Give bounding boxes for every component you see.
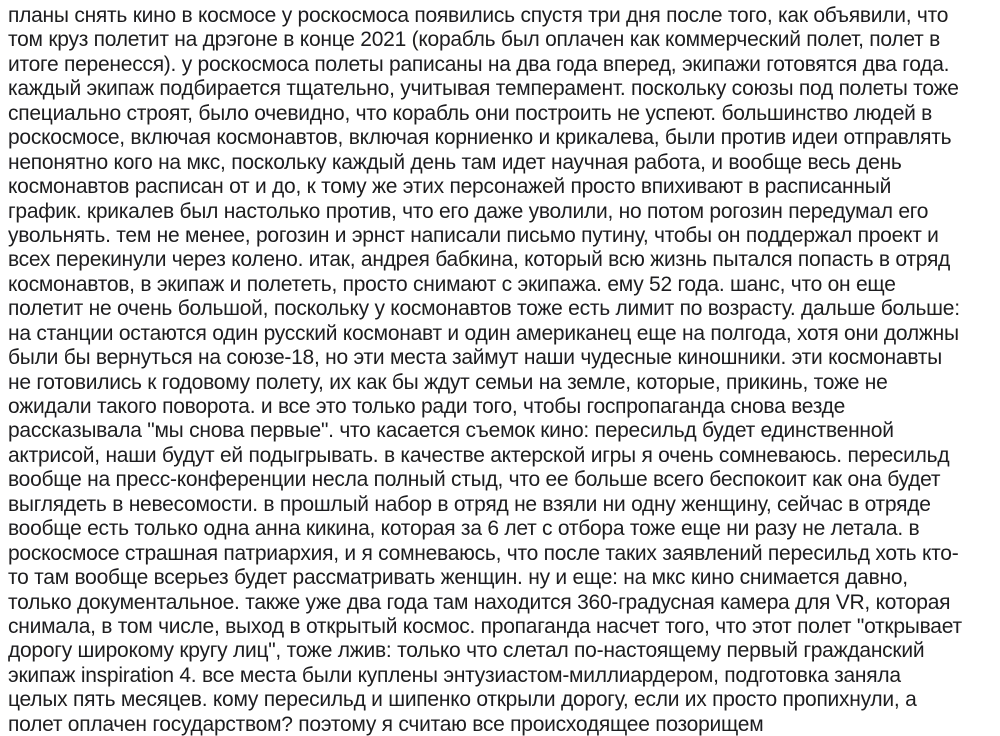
text-line: каждый экипаж подбирается тщательно, учитывая темперамент. поскольку союзы под полеты тоже bbox=[8, 77, 959, 101]
text-line: выглядеть в невесомости. в прошлый набор в отряд не взяли ни одну женщину, сейчас в отряде bbox=[8, 492, 931, 516]
text-line: полет оплачен государством? поэтому я считаю все происходящее позорищем bbox=[8, 712, 764, 736]
text-line: планы снять кино в космосе у роскосмоса появились спустя три дня после того, как объявили, что bbox=[8, 4, 949, 27]
text-line: актрисой, наши будут ей подыгрывать. в качестве актерской игры я очень сомневаюсь. пересильд bbox=[8, 443, 950, 467]
text-line: то там вообще всерьез будет рассматривать женщин. ну и еще: на мкс кино снимается давно, bbox=[8, 566, 908, 590]
text-line: снимала, в том числе, выход в открытый космос. пропаганда насчет того, что этот полет "открывает bbox=[8, 614, 962, 638]
text-line: вообще есть только одна анна кикина, которая за 6 лет с отбора тоже еще ни разу не летала. в bbox=[8, 517, 920, 541]
text-line: не готовились к годовому полету, их как бы ждут семьи на земле, которые, прикинь, тоже не bbox=[8, 370, 888, 394]
text-line: целых пять месяцев. кому пересильд и шипенко открыли дорогу, если их просто пропихнули, а bbox=[8, 688, 917, 712]
text-line: были бы вернуться на союзе-18, но эти места займут наши чудесные киношники. эти космонавты bbox=[8, 346, 942, 370]
text-line: увольнять. тем не менее, рогозин и эрнст написали письмо путину, чтобы он поддержал проект и bbox=[8, 223, 939, 247]
text-line: дорогу широкому кругу лиц", тоже лжив: только что слетал по-настоящему первый гражданский bbox=[8, 639, 925, 663]
text-line: всех перекинули через колено. итак, андрея бабкина, который всю жизнь пытался попасть в отряд bbox=[8, 248, 951, 272]
text-line: том круз полетит на дрэгоне в конце 2021 (корабль был оплачен как коммерческий полет, полет в bbox=[8, 28, 940, 52]
text-line: ожидали такого поворота. и все это только ради того, чтобы госпропаганда снова везде bbox=[8, 395, 846, 418]
text-line: космонавтов расписан от и до, к тому же этих персонажей просто впихивают в расписанный bbox=[8, 175, 892, 199]
text-line: вообще на пресс-конференции несла полный стыд, что ее больше всего беспокоит как она будет bbox=[8, 468, 941, 492]
text-line: роскосмосе страшная патриархия, и я сомневаюсь, что после таких заявлений пересильд хоть кто- bbox=[8, 541, 959, 565]
text-line: рассказывала "мы снова первые". что касается съемок кино: пересильд будет единственной bbox=[8, 419, 894, 443]
text-line: экипаж inspiration 4. все места были куплены энтузиастом-миллиардером, подготовка заняла bbox=[8, 663, 901, 687]
text-line: космонавтов, в экипаж и полететь, просто снимают с экипажа. ему 52 года. шанс, что он еще bbox=[8, 272, 896, 296]
text-line: полетит не очень большой, поскольку у космонавтов тоже есть лимит по возрасту. дальше больше: bbox=[8, 297, 960, 321]
text-line: непонятно кого на мкс, поскольку каждый день там идет научная работа, и вообще весь день bbox=[8, 150, 902, 174]
text-line: график. крикалев был настолько против, что его даже уволили, но потом рогозин передумал его bbox=[8, 199, 929, 223]
text-line: на станции остаются один русский космонавт и один американец еще на полгода, хотя они должны bbox=[8, 321, 959, 345]
text-line: только документальное. также уже два года там находится 360-градусная камера для VR, которая bbox=[8, 590, 951, 614]
text-line: итоге перенесся). у роскосмоса полеты раписаны на два года вперед, экипажи готовятся два года. bbox=[8, 52, 950, 76]
text-line: специально строят, было очевидно, что корабль они построить не успеют. большинство людей в bbox=[8, 101, 933, 125]
text-line: роскосмосе, включая космонавтов, включая корниенко и крикалева, были против идеи отправлять bbox=[8, 126, 952, 150]
